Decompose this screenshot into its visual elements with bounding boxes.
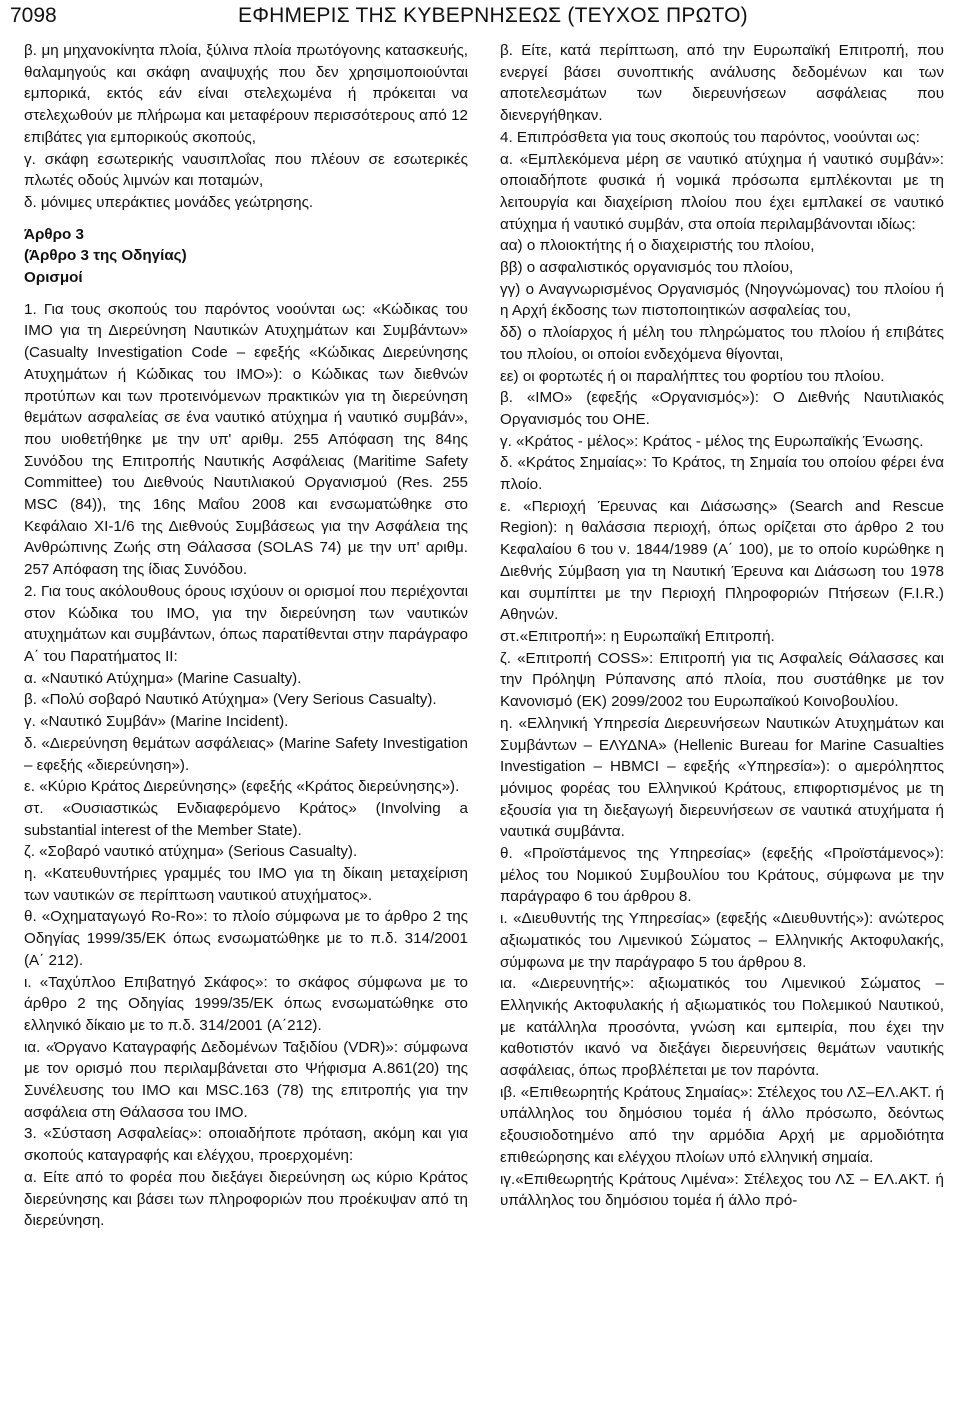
paragraph: δ. «Κράτος Σημαίας»: Το Κράτος, τη Σημαία του οποίου φέρει ένα πλοίο. bbox=[500, 454, 944, 494]
paragraph: δ. μόνιμες υπεράκτιες μονάδες γεώτρησης. bbox=[24, 193, 314, 211]
left-paragraphs bbox=[24, 299, 468, 1232]
paragraph: δ. «Διερεύνηση θεμάτων ασφάλειας» (Marine Safety Investigation – εφεξής «διερεύνηση»). bbox=[24, 734, 468, 774]
paragraph: ζ. «Επιτροπή COSS»: Επιτροπή για τις Ασφαλείς Θάλασσες και την Πρόληψη Ρύπανσης από πλοία, που συστάθηκε με τον Κανονισμό (ΕΚ) 2099/2002 του Ευρωπαϊκού Κοινοβουλίου. bbox=[500, 649, 944, 711]
paragraph: ι. «Διευθυντής της Υπηρεσίας» (εφεξής «Διευθυντής»): ανώτερος αξιωματικός του Λιμενικού Σώματος – Ελληνικής Ακτοφυλακής, σύμφωνα με την παράγραφο 5 του άρθρου 8. bbox=[500, 910, 944, 971]
paragraph: α. «Ναυτικό Ατύχημα» (Marine Casualty). bbox=[24, 669, 302, 687]
paragraph: β. «ΙΜΟ» (εφεξής «Οργανισμός»): Ο Διεθνής Ναυτιλιακός Οργανισμός του ΟΗΕ. bbox=[500, 389, 944, 428]
paragraph: α. Είτε από το φορέα που διεξάγει διερεύνηση ως κύριο Κράτος διερεύνησης και βάσει των πληροφοριών που προέκυψαν από τη διερεύνηση. bbox=[24, 1168, 468, 1230]
paragraph: η. «Ελληνική Υπηρεσία Διερευνήσεων Ναυτικών Ατυχημάτων και Συμβάντων – ΕΛΥΔΝΑ» (Hellenic Bureau for Marine Casualties Investigation – HBMCI – εφεξής «Υπηρεσία»): ο αμερόληπτος μόνιμος φορέας του Ελληνικού Κράτους, επιφορτισμένος με τη εξουσία για τη διεξαγωγή διερευνήσεων σε ναυτικά ατυχήματα ή ναυτικά συμβάντα. bbox=[500, 714, 944, 841]
paragraph: ε. «Περιοχή Έρευνας και Διάσωσης» (Search and Rescue Region): η θαλάσσια περιοχή, όπως ορίζεται στο άρθρο 2 του Κεφαλαίου 6 του ν. 1844/1989 (Α΄ 100), με το οποίο κυρώθηκε η Διεθνής Σύμβαση για τη Ναυτική Έρευνα και Διάσωση του 1978 και συμπίπτει με την Περιοχή Πληροφοριών Πτήσεων (F.I.R.) Αθηνών. bbox=[500, 497, 944, 624]
right-column bbox=[500, 40, 944, 1212]
left-intro-items bbox=[24, 40, 468, 214]
paragraph: ιγ.«Επιθεωρητής Κράτους Λιμένα»: Στέλεχος του ΛΣ – ΕΛ.ΑΚΤ. ή υπάλληλος του δημόσιου τομέα ή άλλο πρό- bbox=[500, 1170, 944, 1210]
paragraph: ια. «Διερευνητής»: αξιωματικός του Λιμενικού Σώματος – Ελληνικής Ακτοφυλακής ή αξιωματικός του Πολεμικού Ναυτικού, με κατάλληλα προσόντα, γνώση και εμπειρία, που έχει την καθοτιστόν ικανό να διεξάγει διερευνήσεις θεμάτων ναυτικής ασφάλειας, όπως προβλέπεται με τον παρόντα. bbox=[500, 975, 944, 1080]
paragraph: 3. «Σύσταση Ασφαλείας»: οποιαδήποτε πρόταση, ακόμη και για σκοπούς καταγραφής και ελέγχου, προερχομένη: bbox=[24, 1125, 468, 1165]
paragraph: 2. Για τους ακόλουθους όρους ισχύουν οι ορισμοί που περιέχονται στον Κώδικα του ΙΜΟ, για την διερεύνηση των ναυτικών ατυχημάτων και συμβάντων, όπως παρατίθενται στην παράγραφο Α΄ του Παρατήματος ΙΙ: bbox=[24, 582, 468, 665]
paragraph: εε) οι φορτωτές ή οι παραλήπτες του φορτίου του πλοίου. bbox=[500, 367, 885, 385]
paragraph: ζ. «Σοβαρό ναυτικό ατύχημα» (Serious Casualty). bbox=[24, 843, 358, 861]
paragraph: θ. «Οχηματαγωγό Ro-Ro»: το πλοίο σύμφωνα με το άρθρο 2 της Οδηγίας 1999/35/ΕΚ όπως ενσωματώθηκε με το π.δ. 314/2001 (Α΄ 212). bbox=[24, 908, 468, 969]
paragraph: 4. Επιπρόσθετα για τους σκοπούς του παρόντος, νοούνται ως: bbox=[500, 128, 920, 146]
article-subtitle: (Άρθρο 3 της Οδηγίας) bbox=[24, 247, 187, 265]
paragraph: γ. «Κράτος - μέλος»: Κράτος - μέλος της Ευρωπαϊκής Ένωσης. bbox=[500, 432, 924, 450]
left-column bbox=[24, 40, 468, 1232]
paragraph: α. «Εμπλεκόμενα μέρη σε ναυτικό ατύχημα ή ναυτικό συμβάν»: οποιαδήποτε φυσικά ή νομικά πρόσωπα εμπλέκονται με τη λειτουργία και διαχείριση πλοίου που έχει εμπλακεί σε ναυτικό ατύχημα ή ναυτικό συμβάν, στα οποία περιλαμβάνονται ιδίως: bbox=[500, 150, 944, 233]
paragraph: β. Είτε, κατά περίπτωση, από την Ευρωπαϊκή Επιτροπή, που ενεργεί βάσει συνοπτικής ανάλυσης δεδομένων και των αποτελεσμάτων των διερευνήσεων ασφάλειας που διενεργήθηκαν. bbox=[500, 42, 944, 125]
article-title: Άρθρο 3 bbox=[24, 225, 84, 243]
paragraph: ι. «Ταχύπλοο Επιβατηγό Σκάφος»: το σκάφος σύμφωνα με το άρθρο 2 της Οδηγίας 1999/35/ΕΚ όπως ενσωματώθηκε στο ελληνικό δίκαιο με το π.δ. 314/2001 (Α΄212). bbox=[24, 973, 468, 1034]
paragraph: β. μη μηχανοκίνητα πλοία, ξύλινα πλοία πρωτόγονης κατασκευής, θαλαμηγούς και σκάφη αναψυχής που δεν χρησιμοποιούνται εμπορικά, εκτός εάν είναι στελεχωμένα ή πρόκειται να στελεχωθούν με πλήρωμα και μεταφέρουν περισσότερους από 12 επιβάτες για εμπορικούς σκοπούς, bbox=[24, 42, 468, 146]
paragraph: η. «Κατευθυντήριες γραμμές του ΙΜΟ για τη δίκαιη μεταχείριση των ναυτικών σε περίπτωση ναυτικού ατυχήματος». bbox=[24, 865, 468, 904]
paragraph: δδ) ο πλοίαρχος ή μέλη του πληρώματος του πλοίου ή επιβάτες του πλοίου, οι οποίοι ενδεχόμενα θίγονται, bbox=[500, 324, 944, 363]
paragraph: στ. «Ουσιαστικώς Ενδιαφερόμενο Κράτος» (Involving a substantial interest of the Member State). bbox=[24, 799, 468, 839]
paragraph: στ.«Επιτροπή»: η Ευρωπαϊκή Επιτροπή. bbox=[500, 627, 775, 645]
page-header bbox=[8, 0, 952, 42]
paragraph: ε. «Κύριο Κράτος Διερεύνησης» (εφεξής «Κράτος διερεύνησης»). bbox=[24, 778, 460, 796]
paragraph: γ. «Ναυτικό Συμβάν» (Marine Incident). bbox=[24, 713, 289, 731]
paragraph: ιβ. «Επιθεωρητής Κράτους Σημαίας»: Στέλεχος του ΛΣ–ΕΛ.ΑΚΤ. ή υπάλληλος του δημόσιου τομέα ή άλλο πρόσωπο, δεόντως εξουσιοδοτημένο από την αρμόδια Αρχή με αρμοδιότητα επιθεώρησης και ελέγχου πλοίων υπό ελληνική σημαία. bbox=[500, 1083, 944, 1166]
paragraph: 1. Για τους σκοπούς του παρόντος νοούνται ως: «Κώδικας του ΙΜΟ για τη Διερεύνηση Ναυτικών Ατυχημάτων και Συμβάντων» (Casualty Investigation Code – εφεξής «Κώδικας Διερεύνησης Ατυχημάτων ή Κώδικας του ΙΜΟ»): ο Κώδικας των διεθνών προτύπων και των προτεινόμενων πρακτικών για τη διερεύνηση θεμάτων ασφαλείας σε ένα ναυτικό ατύχημα ή ναυτικό συμβάν», που υιοθετήθηκε με την υπ' αριθμ. 255 Απόφαση της 84ης Συνόδου της Επιτροπής Ναυτικής Ασφάλειας (Maritime Safety Committee) του Διεθνούς Ναυτιλιακού Οργανισμού (Res. 255 MSC (84)), της 16ης Μαΐου 2008 και ενσωματώθηκε στο Κεφάλαιο XI-1/6 της Διεθνούς Συμβάσεως για την Ασφάλεια της Ανθρώπινης Ζωής στη Θάλασσα (SOLAS 74) με την υπ' αριθμ. 257 Απόφαση της ίδιας Συνόδου. bbox=[24, 300, 468, 579]
paragraph: ββ) ο ασφαλιστικός οργανισμός του πλοίου, bbox=[500, 259, 794, 277]
paragraph: αα) ο πλοιοκτήτης ή ο διαχειριστής του πλοίου, bbox=[500, 237, 815, 255]
paragraph: θ. «Προϊστάμενος της Υπηρεσίας» (εφεξής «Προϊστάμενος»): μέλος του Νομικού Συμβουλίου του Κράτους, σύμφωνα με την παράγραφο 6 του άρθρου 8. bbox=[500, 845, 944, 906]
article-heading: Ορισμοί bbox=[24, 269, 83, 287]
paragraph: β. «Πολύ σοβαρό Ναυτικό Ατύχημα» (Very Serious Casualty). bbox=[24, 691, 437, 709]
gazette-title: ΕΦΗΜΕΡΙΣ ΤΗΣ ΚΥΒΕΡΝΗΣΕΩΣ (ΤΕΥΧΟΣ ΠΡΩΤΟ) bbox=[238, 4, 748, 27]
paragraph: ια. «Όργανο Καταγραφής Δεδομένων Ταξιδίου (VDR)»: σύμφωνα με τον ορισμό που περιλαμβάνεται στο Ψήφισμα Α.861(20) της Συνέλευσης του ΙΜΟ και MSC.163 (78) της επιτροπής για την ασφάλεια στη Θάλασσα του ΙΜΟ. bbox=[24, 1038, 468, 1121]
page-number: 7098 bbox=[10, 4, 57, 27]
right-paragraphs bbox=[500, 40, 944, 1212]
paragraph: γγ) ο Αναγνωρισμένος Οργανισμός (Νηογνώμονας) του πλοίου ή η Αρχή έκδοσης των πιστοποιητικών ασφαλείας του, bbox=[500, 280, 944, 320]
paragraph: γ. σκάφη εσωτερικής ναυσιπλοΐας που πλέουν σε εσωτερικές πλωτές οδούς λιμνών και ποταμών, bbox=[24, 150, 468, 190]
